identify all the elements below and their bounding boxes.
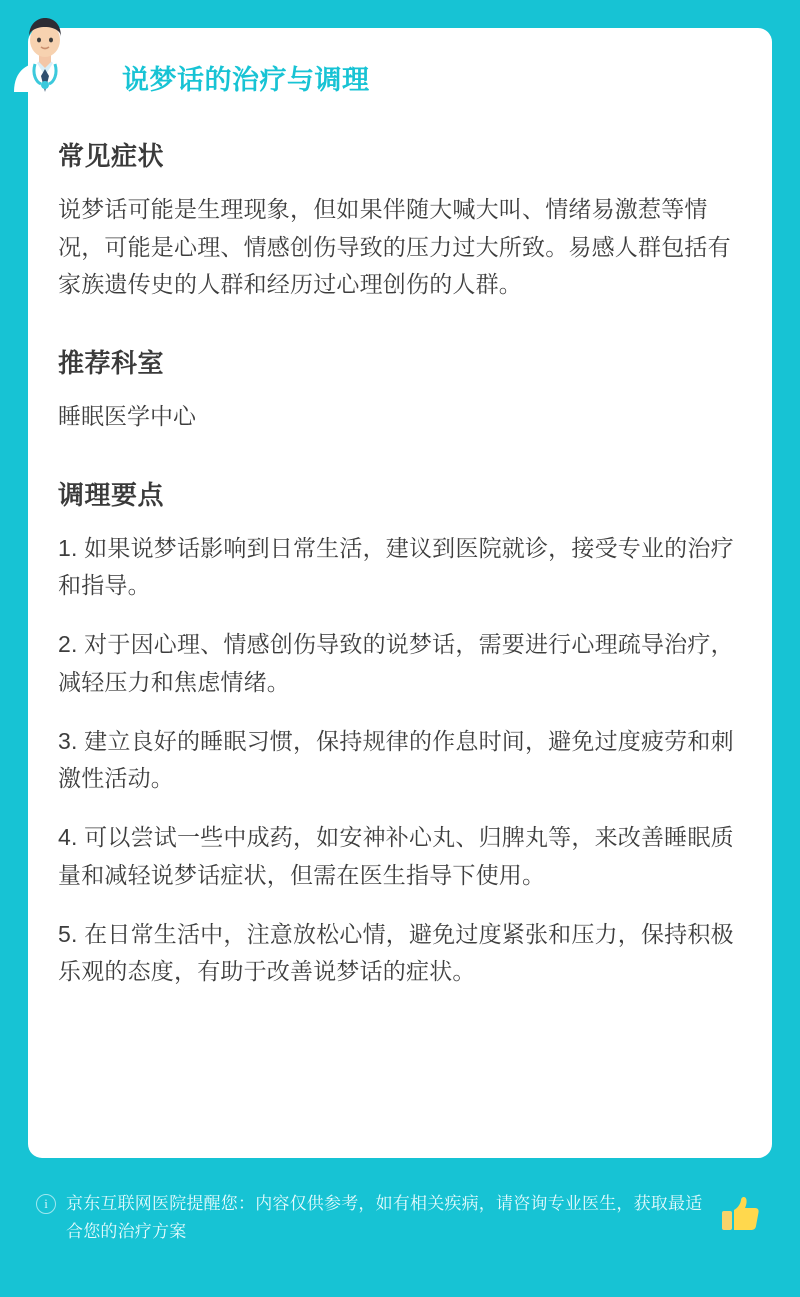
footer-disclaimer-bar [28,1176,772,1268]
info-icon: i [36,1194,56,1214]
list-item: 4. 可以尝试一些中成药，如安神补心丸、归脾丸等，来改善睡眠质量和减轻说梦话症状，但需在医生指导下使用。 [58,824,734,888]
doctor-avatar-icon [8,14,82,92]
list-item: 3. 建立良好的睡眠习惯，保持规律的作息时间，避免过度疲劳和刺激性活动。 [58,727,734,792]
disclaimer-text: 京东互联网医院提醒您：内容仅供参考，如有相关疾病，请咨询专业医生，获取最适合您的治疗方案 [66,1194,703,1242]
care-points-list [58,530,742,991]
section-text-symptoms: 说梦话可能是生理现象，但如果伴随大喊大叫、情绪易激惹等情况，可能是心理、情感创伤导致的压力过大所致。易感人群包括有家族遗传史的人群和经历过心理创伤的人群。 [58,196,731,297]
list-item: 1. 如果说梦话影响到日常生活，建议到医院就诊，接受专业的治疗和指导。 [58,534,734,599]
list-item: 2. 对于因心理、情感创伤导致的说梦话，需要进行心理疏导治疗，减轻压力和焦虑情绪。 [58,631,734,695]
page-title: 说梦话的治疗与调理 [122,65,370,95]
thumbs-up-icon[interactable] [718,1192,762,1236]
list-item: 5. 在日常生活中，注意放松心情，避免过度紧张和压力，保持积极乐观的态度，有助于改善说梦话的症状。 [58,920,734,985]
article-card [28,28,772,1158]
section-heading-symptoms: 常见症状 [58,141,165,172]
section-heading-department: 推荐科室 [58,348,165,379]
section-text-department: 睡眠医学中心 [58,403,196,430]
section-heading-care: 调理要点 [58,479,165,510]
